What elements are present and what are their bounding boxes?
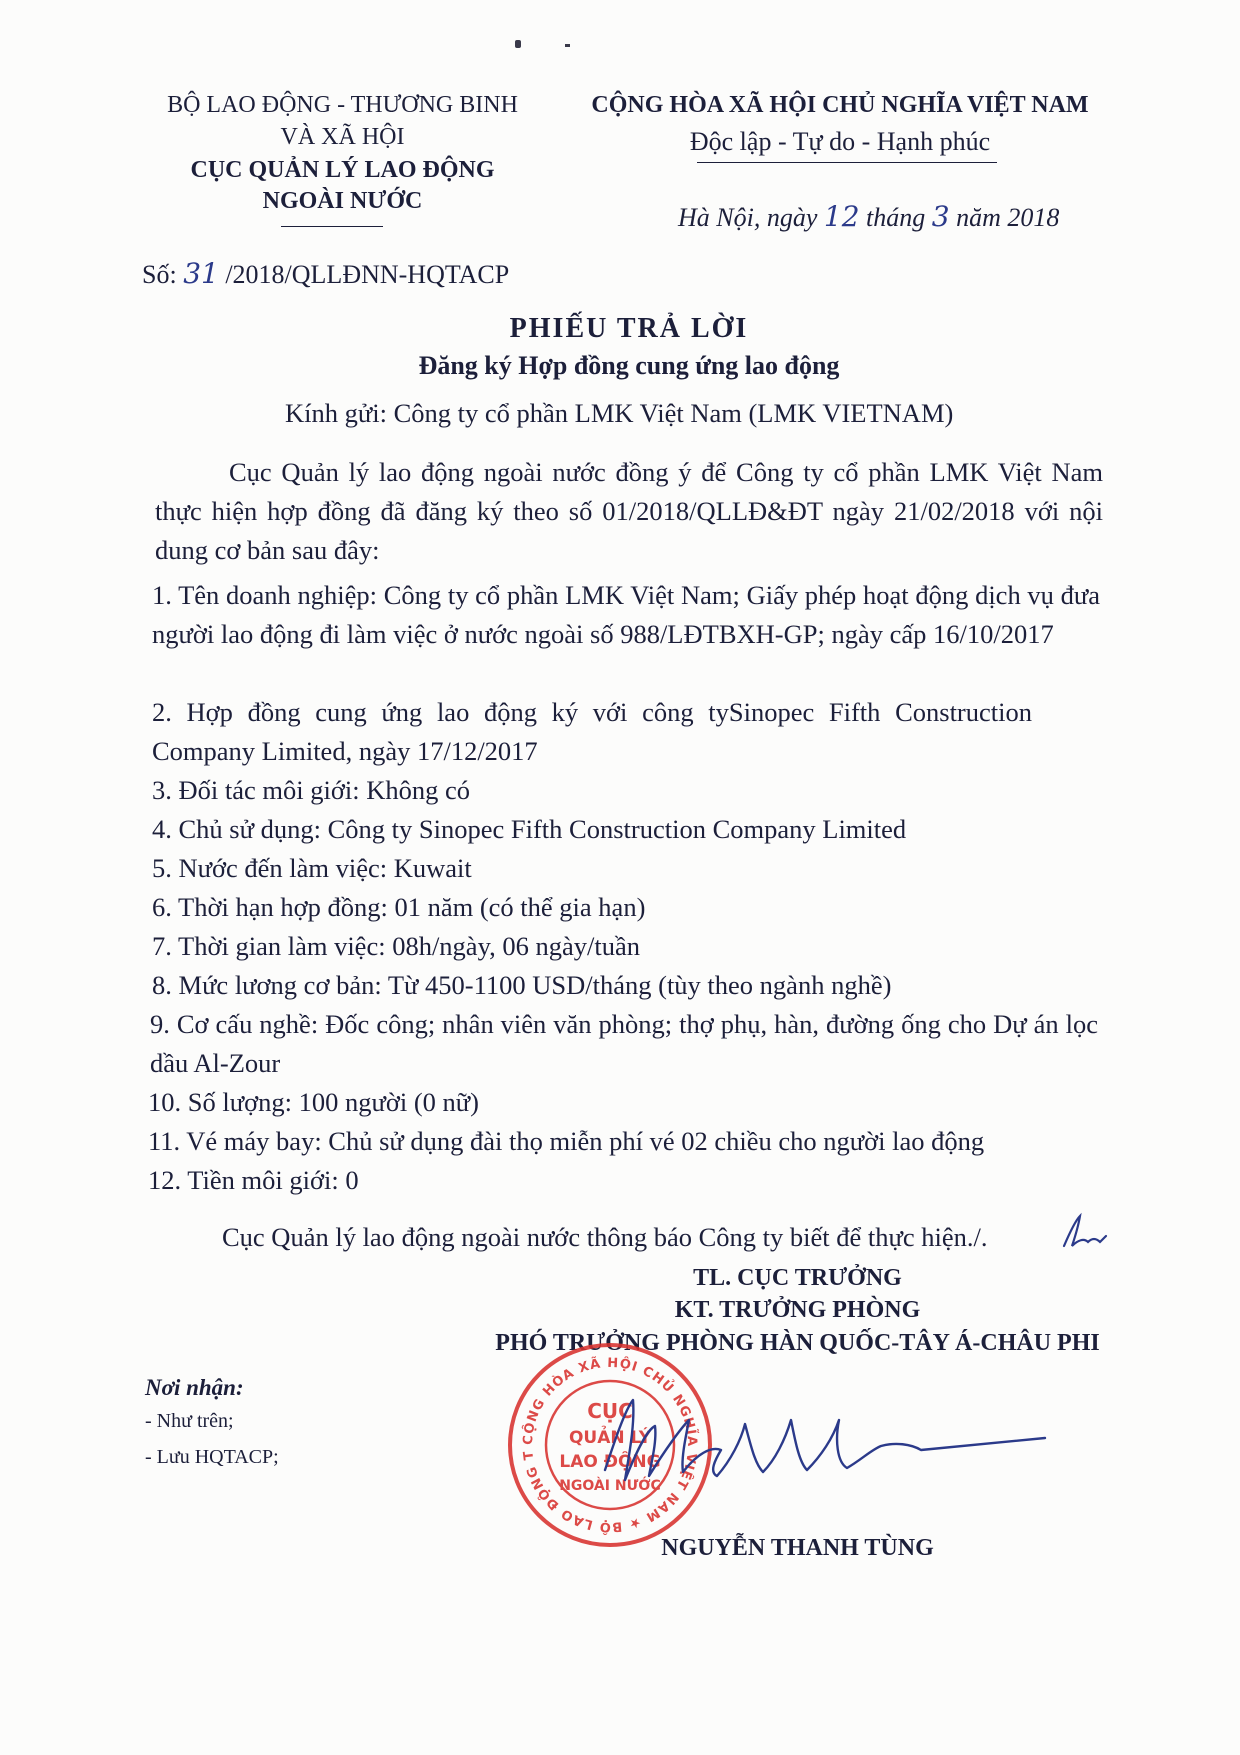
stamp-inner-line4: NGOÀI NƯỚC — [559, 1478, 661, 1494]
recipient-item-1: - Như trên; — [145, 1410, 234, 1432]
department-name-line1: CỤC QUẢN LÝ LAO ĐỘNG — [190, 157, 495, 183]
intro-paragraph: Cục Quản lý lao động ngoài nước đồng ý để Công ty cổ phần LMK Việt Nam thực hiện hợp đồng đã đăng ký theo số 01/2018/QLLĐ&ĐT ngày 21/02/2018 với nội dung cơ bản sau đây: — [155, 457, 1103, 565]
ministry-name-line2: VÀ XÃ HỘI — [280, 124, 405, 150]
scan-mark — [515, 40, 521, 48]
item-5: 5. Nước đến làm việc: Kuwait — [152, 853, 472, 883]
date-day: 12 — [823, 200, 860, 233]
signatory-line3: PHÓ TRƯỞNG PHÒNG HÀN QUỐC-TÂY Á-CHÂU PHI — [495, 1330, 1100, 1356]
signer-name: NGUYỄN THANH TÙNG — [661, 1535, 934, 1561]
signatory-line2: KT. TRƯỞNG PHÒNG — [674, 1297, 921, 1323]
ministry-name-line1: BỘ LAO ĐỘNG - THƯƠNG BINH — [167, 92, 518, 118]
recipient-item-2: - Lưu HQTACP; — [145, 1446, 279, 1468]
recipients-label: Nơi nhận: — [145, 1375, 244, 1400]
date-line — [678, 200, 1059, 233]
item-12: 12. Tiền môi giới: 0 — [148, 1165, 359, 1195]
item-10: 10. Số lượng: 100 người (0 nữ) — [148, 1087, 479, 1117]
date-month-label: tháng — [866, 203, 926, 232]
item-7: 7. Thời gian làm việc: 08h/ngày, 06 ngày/tuần — [152, 931, 640, 961]
stamp-outer-text: CỘNG HÒA XÃ HỘI CHỦ NGHĨA VIỆT NAM ★ BỘ LAO ĐỘNG T — [520, 1355, 700, 1535]
item-11: 11. Vé máy bay: Chủ sử dụng đài thọ miễn phí vé 02 chiều cho người lao động — [148, 1126, 985, 1156]
item-3: 3. Đối tác môi giới: Không có — [152, 775, 470, 805]
scan-mark — [565, 44, 570, 47]
item-4: 4. Chủ sử dụng: Công ty Sinopec Fifth Construction Company Limited — [152, 814, 907, 844]
date-year: năm 2018 — [956, 203, 1060, 232]
handwritten-initial-mark — [1060, 1212, 1110, 1252]
document-number — [142, 257, 509, 290]
document-title: PHIẾU TRẢ LỜI — [509, 313, 749, 344]
item-1: 1. Tên doanh nghiệp: Công ty cổ phần LMK Việt Nam; Giấy phép hoạt động dịch vụ đưa người lao động đi làm việc ở nước ngoài số 988/LĐTBXH-GP; ngày cấp 16/10/2017 — [152, 580, 1100, 649]
national-motto: Độc lập - Tự do - Hạnh phúc — [689, 127, 991, 156]
doc-number-value: 31 — [183, 257, 219, 290]
stamp-inner-line1: CỤC — [587, 1399, 633, 1423]
motto-underline — [697, 162, 997, 163]
recipient-line: Kính gửi: Công ty cổ phần LMK Việt Nam (LMK VIETNAM) — [285, 398, 954, 428]
document-subtitle: Đăng ký Hợp đồng cung ứng lao động — [418, 351, 840, 380]
national-title: CỘNG HÒA XÃ HỘI CHỦ NGHĨA VIỆT NAM — [591, 92, 1089, 118]
item-8: 8. Mức lương cơ bản: Từ 450-1100 USD/tháng (tùy theo ngành nghề) — [152, 970, 892, 1000]
handwritten-signature — [585, 1380, 1065, 1500]
doc-number-label: Số: — [142, 260, 177, 289]
stamp-inner-line2: QUẢN LÝ — [568, 1428, 652, 1448]
date-prefix: Hà Nội, ngày — [678, 203, 818, 232]
item-6: 6. Thời hạn hợp đồng: 01 năm (có thể gia hạn) — [152, 892, 646, 922]
item-9: 9. Cơ cấu nghề: Đốc công; nhân viên văn phòng; thợ phụ, hàn, đường ống cho Dự án lọc dầu Al-Zour — [150, 1009, 1098, 1078]
department-name-line2: NGOÀI NƯỚC — [262, 188, 423, 214]
closing-sentence: Cục Quản lý lao động ngoài nước thông báo Công ty biết để thực hiện./. — [222, 1222, 988, 1252]
item-2: 2. Hợp đồng cung ứng lao động ký với công tySinopec Fifth Construction Company Limited, ngày 17/12/2017 — [152, 697, 1032, 766]
doc-number-suffix: /2018/QLLĐNN-HQTACP — [225, 260, 510, 289]
signatory-line1: TL. CỤC TRƯỞNG — [693, 1265, 902, 1291]
date-month: 3 — [931, 200, 950, 233]
stamp-inner-line3: LAO ĐỘNG — [559, 1452, 661, 1472]
header-left-underline — [281, 226, 383, 227]
